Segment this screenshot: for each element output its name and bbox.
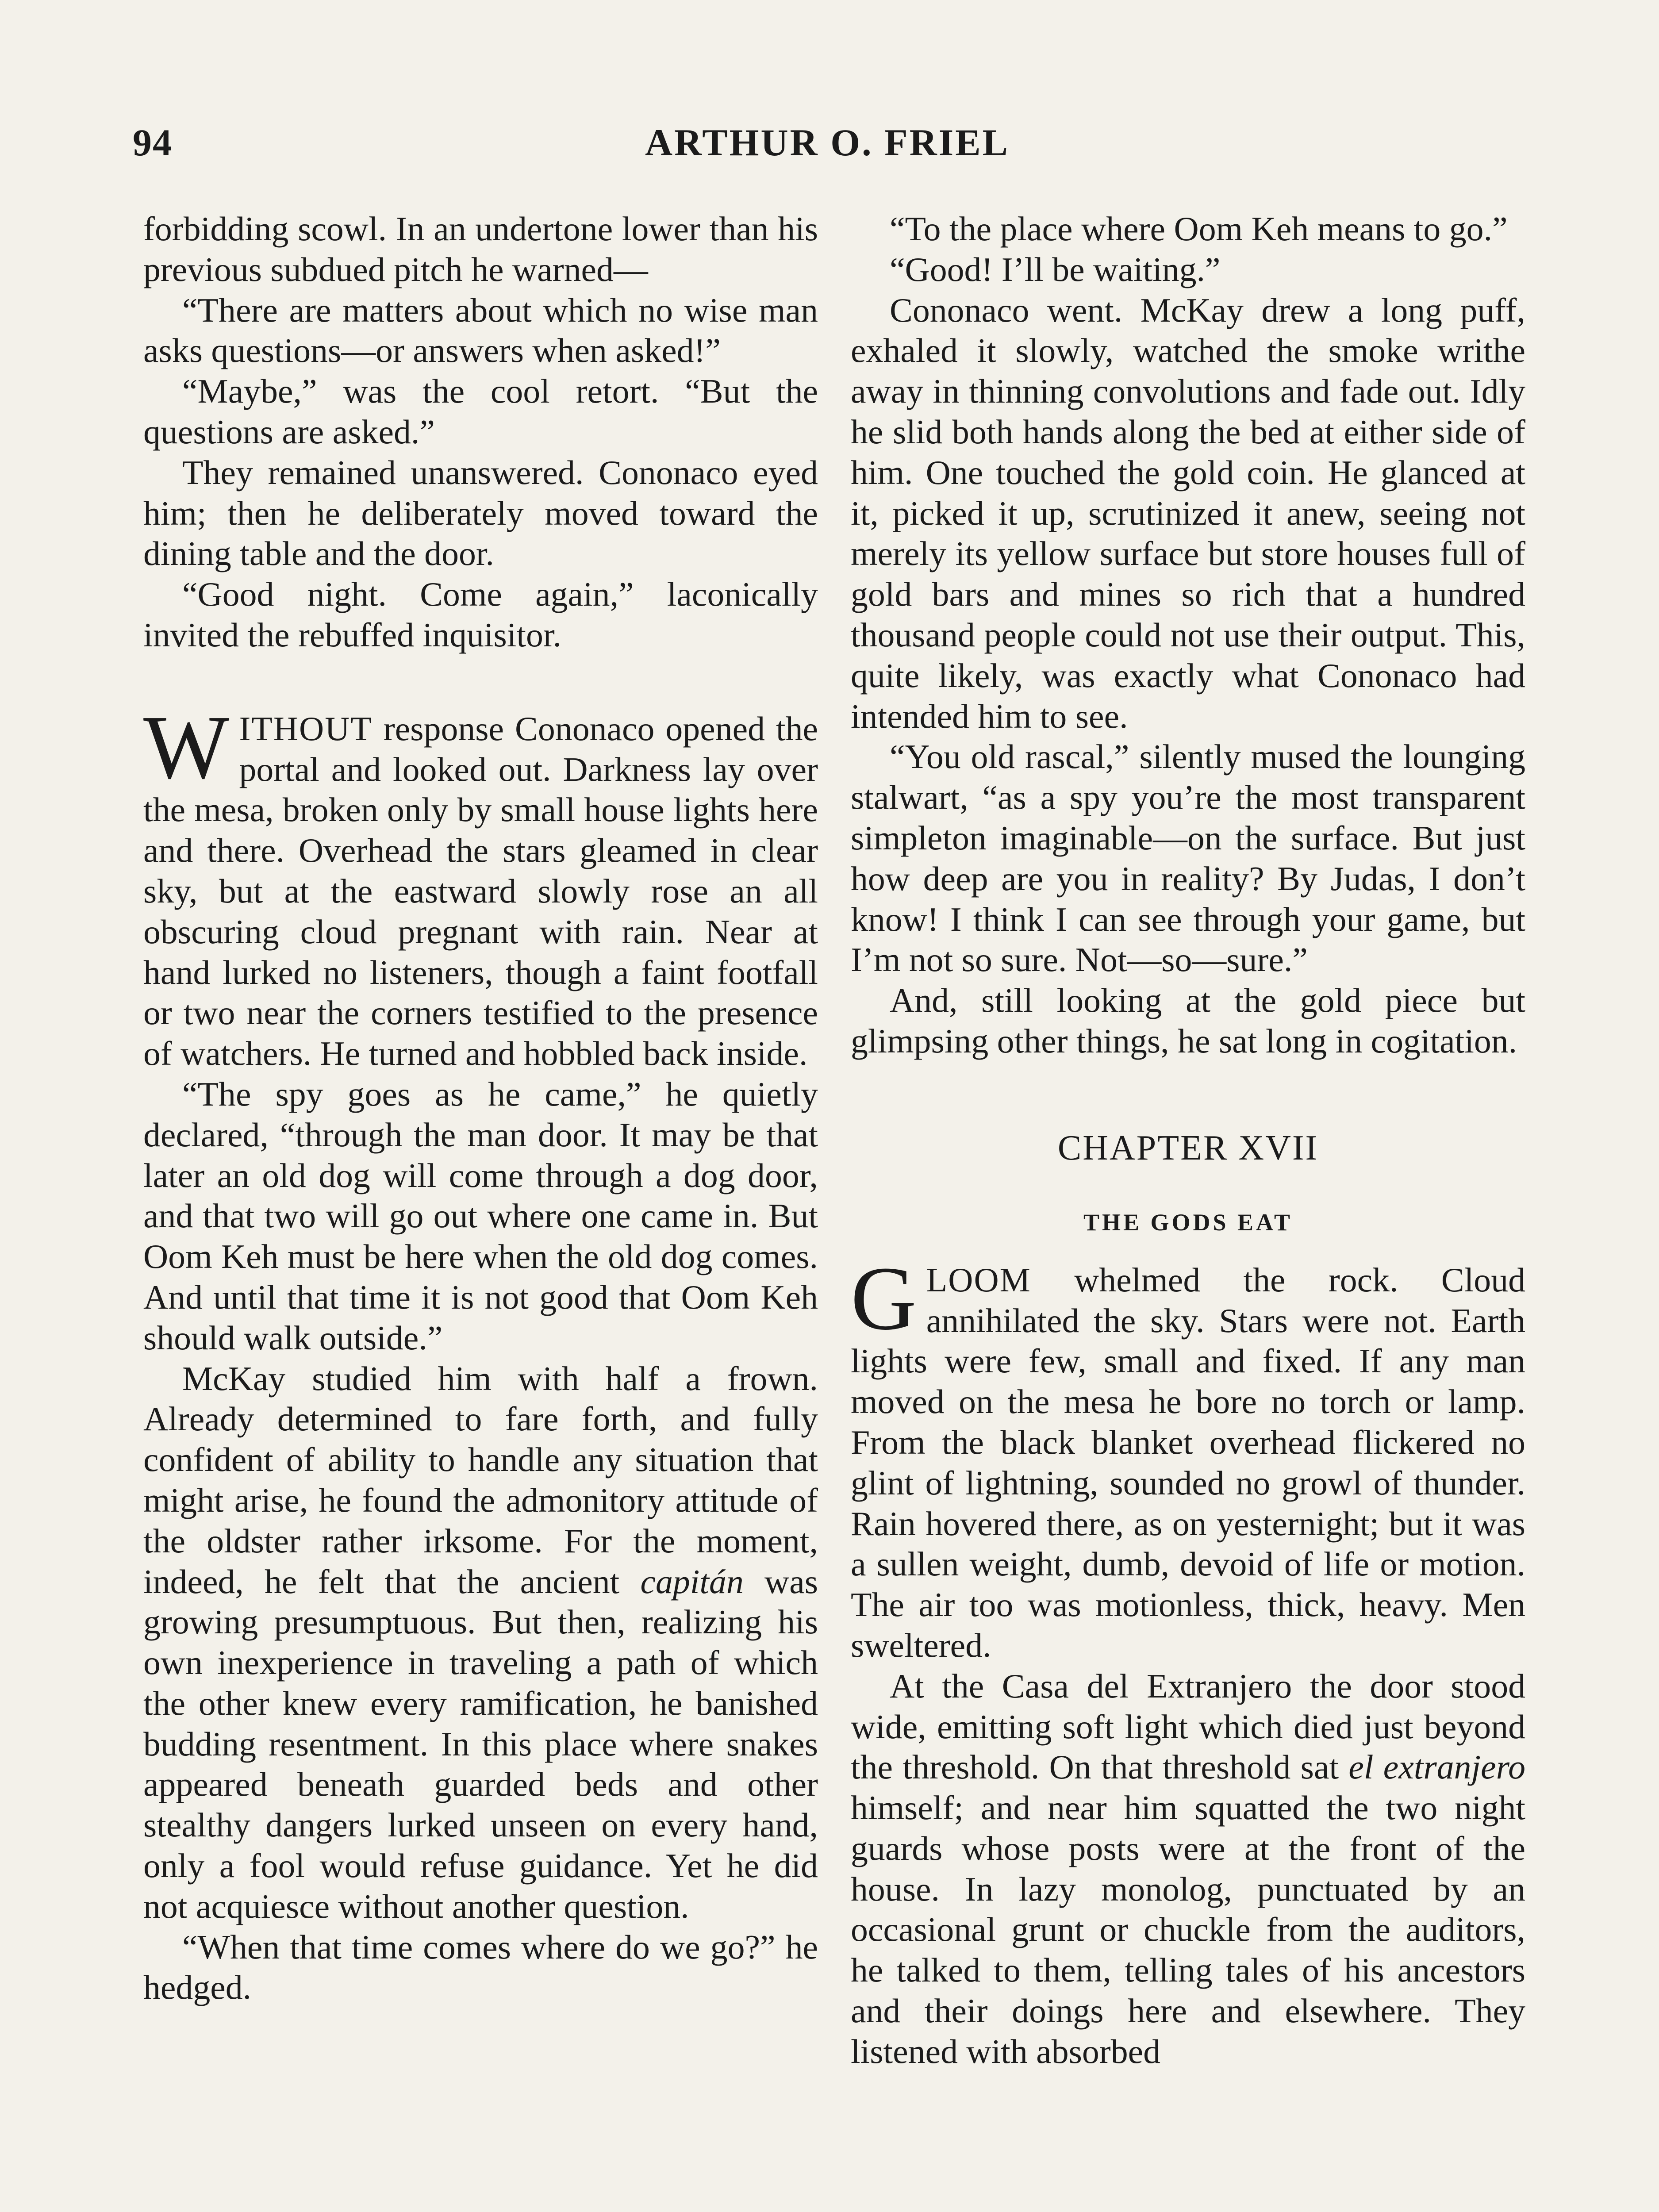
chapter-title: CHAPTER XVII: [1057, 1128, 1319, 1167]
paragraph: “The spy goes as he came,” he quietly declared, “through the man door. It may be that later an old dog will come through a dog door, and that two will go out where one came in. But Oom Keh must be here when the old dog comes. And until that time it is not good that Oom Keh should walk outside.”: [143, 1075, 818, 1357]
paragraph: “Good night. Come again,” laconically invited the rebuffed inquisitor.: [143, 575, 818, 654]
paragraph: Cononaco went. McKay drew a long puff, exhaled it slowly, watched the smoke writhe away in thinning convolutions and fade out. Idly he slid both hands along the bed at either side of him. One touched the gold coin. He glanced at it, picked it up, scrutinized it anew, seeing not merely its yellow surface but store houses full of gold bars and mines so rich that a hundred thousand people could not use their output. This, quite likely, was exactly what Cononaco had intended him to see.: [851, 291, 1525, 735]
page-header: [133, 120, 1522, 169]
paragraph: “There are matters about which no wise man asks questions—or answers when asked!”: [143, 291, 818, 370]
paragraph: “To the place where Oom Keh means to go.”: [890, 210, 1508, 248]
paragraph-text: whelmed the rock. Cloud annihilated the sky. Stars were not. Earth lights were few, small and fixed. If any man moved on the mesa he bore no torch or lamp. From the black blanket overhead flickered no glint of lightning, sounded no growl of thunder. Rain hovered there, as on yesternight; but it was a sullen weight, dumb, devoid of life or motion. The air too was motionless, thick, heavy. Men sweltered.: [851, 1260, 1525, 1664]
paragraph-text: McKay studied him with half a frown. Already determined to fare forth, and fully confident of ability to handle any situation that might arise, he found the admonitory attitude of the oldster rather irksome. For the moment, indeed, he felt that the ancient: [143, 1359, 818, 1601]
section-break: [143, 656, 818, 709]
lead-in-caps: ITHOUT: [239, 709, 373, 748]
paragraph: [143, 1359, 818, 1927]
chapter-subtitle: THE GODS EAT: [1083, 1209, 1293, 1236]
drop-cap: G: [851, 1247, 917, 1349]
paragraph-text: was growing presumptuous. But then, realizing his own inexperience in traveling a path of which the other knew every ramification, he banished budding resentment. In this place where snakes appeared beneath guarded beds and other stealthy dangers lurked unseen on every hand, only a fool would refuse guidance. Yet he did not acquiesce without another question.: [143, 1562, 818, 1925]
paragraph: “Good! I’ll be waiting.”: [890, 250, 1221, 288]
paragraph: They remained unanswered. Cononaco eyed him; then he deliberately moved toward the dining table and the door.: [143, 453, 818, 573]
paragraph-text: At the Casa del Extranjero the door stood wide, emitting soft light which died just beyond the threshold. On that threshold sat: [851, 1667, 1525, 1786]
paragraph: “You old rascal,” silently mused the lounging stalwart, “as a spy you’re the most transparent simpleton imaginable—on the surface. But just how deep are you in reality? By Judas, I don’t know! I think I can see through your game, but I’m not so sure. Not—so—sure.”: [851, 737, 1525, 979]
paragraph-text: himself; and near him squatted the two night guards whose posts were at the front of the house. In lazy monolog, punctuated by an occasional grunt or chuckle from the auditors, he talked to them, telling tales of his ancestors and their doings here and elsewhere. They listened with absorbed: [851, 1789, 1525, 2070]
lead-in-caps: LOOM: [926, 1260, 1031, 1299]
paragraph: forbidding scowl. In an undertone lower than his previous subdued pitch he warned—: [143, 210, 818, 288]
paragraph: “When that time comes where do we go?” he hedged.: [143, 1928, 818, 2007]
chapter-opening-paragraph: [851, 1247, 1525, 1666]
paragraph: [851, 1666, 1525, 2072]
page-number: 94: [133, 121, 173, 164]
paragraph: “Maybe,” was the cool retort. “But the questions are asked.”: [143, 372, 818, 451]
italic-term: capitán: [640, 1562, 744, 1601]
running-head-author: ARTHUR O. FRIEL: [645, 121, 1010, 164]
section-opening-paragraph: [143, 696, 818, 1074]
drop-cap: W: [143, 696, 230, 798]
italic-term: el extranjero: [1348, 1748, 1525, 1786]
right-column: [851, 209, 1525, 2072]
chapter-break: [851, 1062, 1525, 1128]
paragraph: And, still looking at the gold piece but glimpsing other things, he sat long in cogitation.: [851, 981, 1525, 1060]
left-column: [143, 209, 818, 2008]
paragraph-text: response Cononaco opened the portal and looked out. Darkness lay over the mesa, broken only by small house lights here and there. Overhead the stars gleamed in clear sky, but at the eastward slowly rose an all obscuring cloud pregnant with rain. Near at hand lurked no listeners, though a faint footfall or two near the corners testified to the presence of watchers. He turned and hobbled back inside.: [143, 709, 818, 1073]
